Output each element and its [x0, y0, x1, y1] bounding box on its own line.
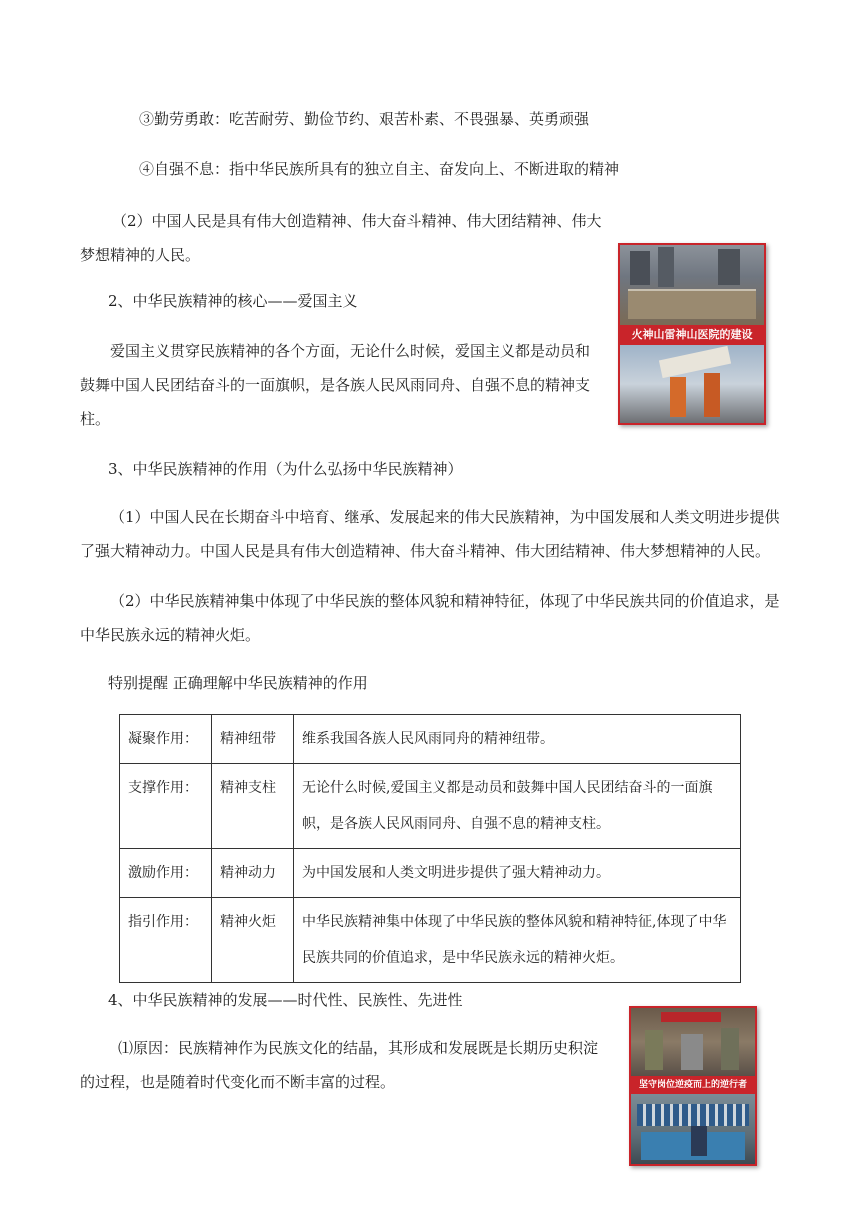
- key-cell: 精神支柱: [212, 764, 294, 849]
- frontline-workers-image: [629, 1006, 757, 1166]
- spirit-role-table: [119, 714, 741, 983]
- role-paragraph-2: [80, 584, 800, 652]
- role-cell: 指引作用：: [120, 898, 212, 983]
- table-row: [120, 898, 741, 983]
- people-spirit-line-2: 梦想精神的人民。: [80, 246, 201, 264]
- hospital-caption: 火神山雷神山医院的建设: [620, 325, 764, 345]
- section-2-heading: 2、中华民族精神的核心——爱国主义: [108, 292, 358, 310]
- role-cell: 凝聚作用：: [120, 715, 212, 764]
- desc-cell: 中华民族精神集中体现了中华民族的整体风貌和精神特征,体现了中华民族共同的价值追求，是中华民族永远的精神火炬。: [294, 898, 741, 983]
- role-2-line-2: 中华民族永远的精神火炬。: [80, 626, 261, 644]
- people-spirit-line-1: （2）中国人民是具有伟大创造精神、伟大奋斗精神、伟大团结精神、伟大: [112, 212, 602, 230]
- development-line-1: ⑴原因：民族精神作为民族文化的结晶，其形成和发展既是长期历史积淀: [118, 1039, 599, 1057]
- role-1-line-2: 了强大精神动力。中国人民是具有伟大创造精神、伟大奋斗精神、伟大团结精神、伟大梦想精神的人民。: [80, 542, 771, 560]
- patriotism-line-3: 柱。: [80, 410, 111, 428]
- hospital-construction-image: [618, 243, 766, 425]
- key-cell: 精神纽带: [212, 715, 294, 764]
- patriotism-line-2: 鼓舞中国人民团结奋斗的一面旗帜，是各族人民风雨同舟、自强不息的精神支: [80, 376, 591, 394]
- section-3-heading: 3、中华民族精神的作用（为什么弘扬中华民族精神）: [108, 460, 463, 478]
- role-cell: 支撑作用：: [120, 764, 212, 849]
- patriotism-line-1: 爱国主义贯穿民族精神的各个方面，无论什么时候，爱国主义都是动员和: [110, 342, 591, 360]
- development-paragraph: [80, 1031, 620, 1099]
- role-paragraph-1: [80, 500, 800, 568]
- trait-hardworking: ③勤劳勇敢：吃苦耐劳、勤俭节约、艰苦朴素、不畏强暴、英勇顽强: [139, 110, 590, 128]
- desc-cell: 无论什么时候,爱国主义都是动员和鼓舞中国人民团结奋斗的一面旗帜，是各族人民风雨同舟、自强不息的精神支柱。: [294, 764, 741, 849]
- patriotism-paragraph: [80, 334, 620, 436]
- key-cell: 精神火炬: [212, 898, 294, 983]
- table-row: [120, 715, 741, 764]
- frontline-caption: 坚守岗位逆疫而上的逆行者: [631, 1076, 755, 1094]
- people-spirit-paragraph: [80, 204, 620, 272]
- table-row: [120, 849, 741, 898]
- desc-cell: 维系我国各族人民风雨同舟的精神纽带。: [294, 715, 741, 764]
- table-row: [120, 764, 741, 849]
- key-cell: 精神动力: [212, 849, 294, 898]
- role-cell: 激励作用：: [120, 849, 212, 898]
- section-4-heading: 4、中华民族精神的发展——时代性、民族性、先进性: [108, 991, 463, 1009]
- special-reminder: 特别提醒 正确理解中华民族精神的作用: [108, 674, 368, 692]
- trait-self-improvement: ④自强不息：指中华民族所具有的独立自主、奋发向上、不断进取的精神: [139, 160, 620, 178]
- development-line-2: 的过程，也是随着时代变化而不断丰富的过程。: [80, 1073, 396, 1091]
- role-1-line-1: （1）中国人民在长期奋斗中培育、继承、发展起来的伟大民族精神，为中国发展和人类文明进步提供: [110, 508, 780, 526]
- role-2-line-1: （2）中华民族精神集中体现了中华民族的整体风貌和精神特征，体现了中华民族共同的价值追求，是: [110, 592, 780, 610]
- desc-cell: 为中国发展和人类文明进步提供了强大精神动力。: [294, 849, 741, 898]
